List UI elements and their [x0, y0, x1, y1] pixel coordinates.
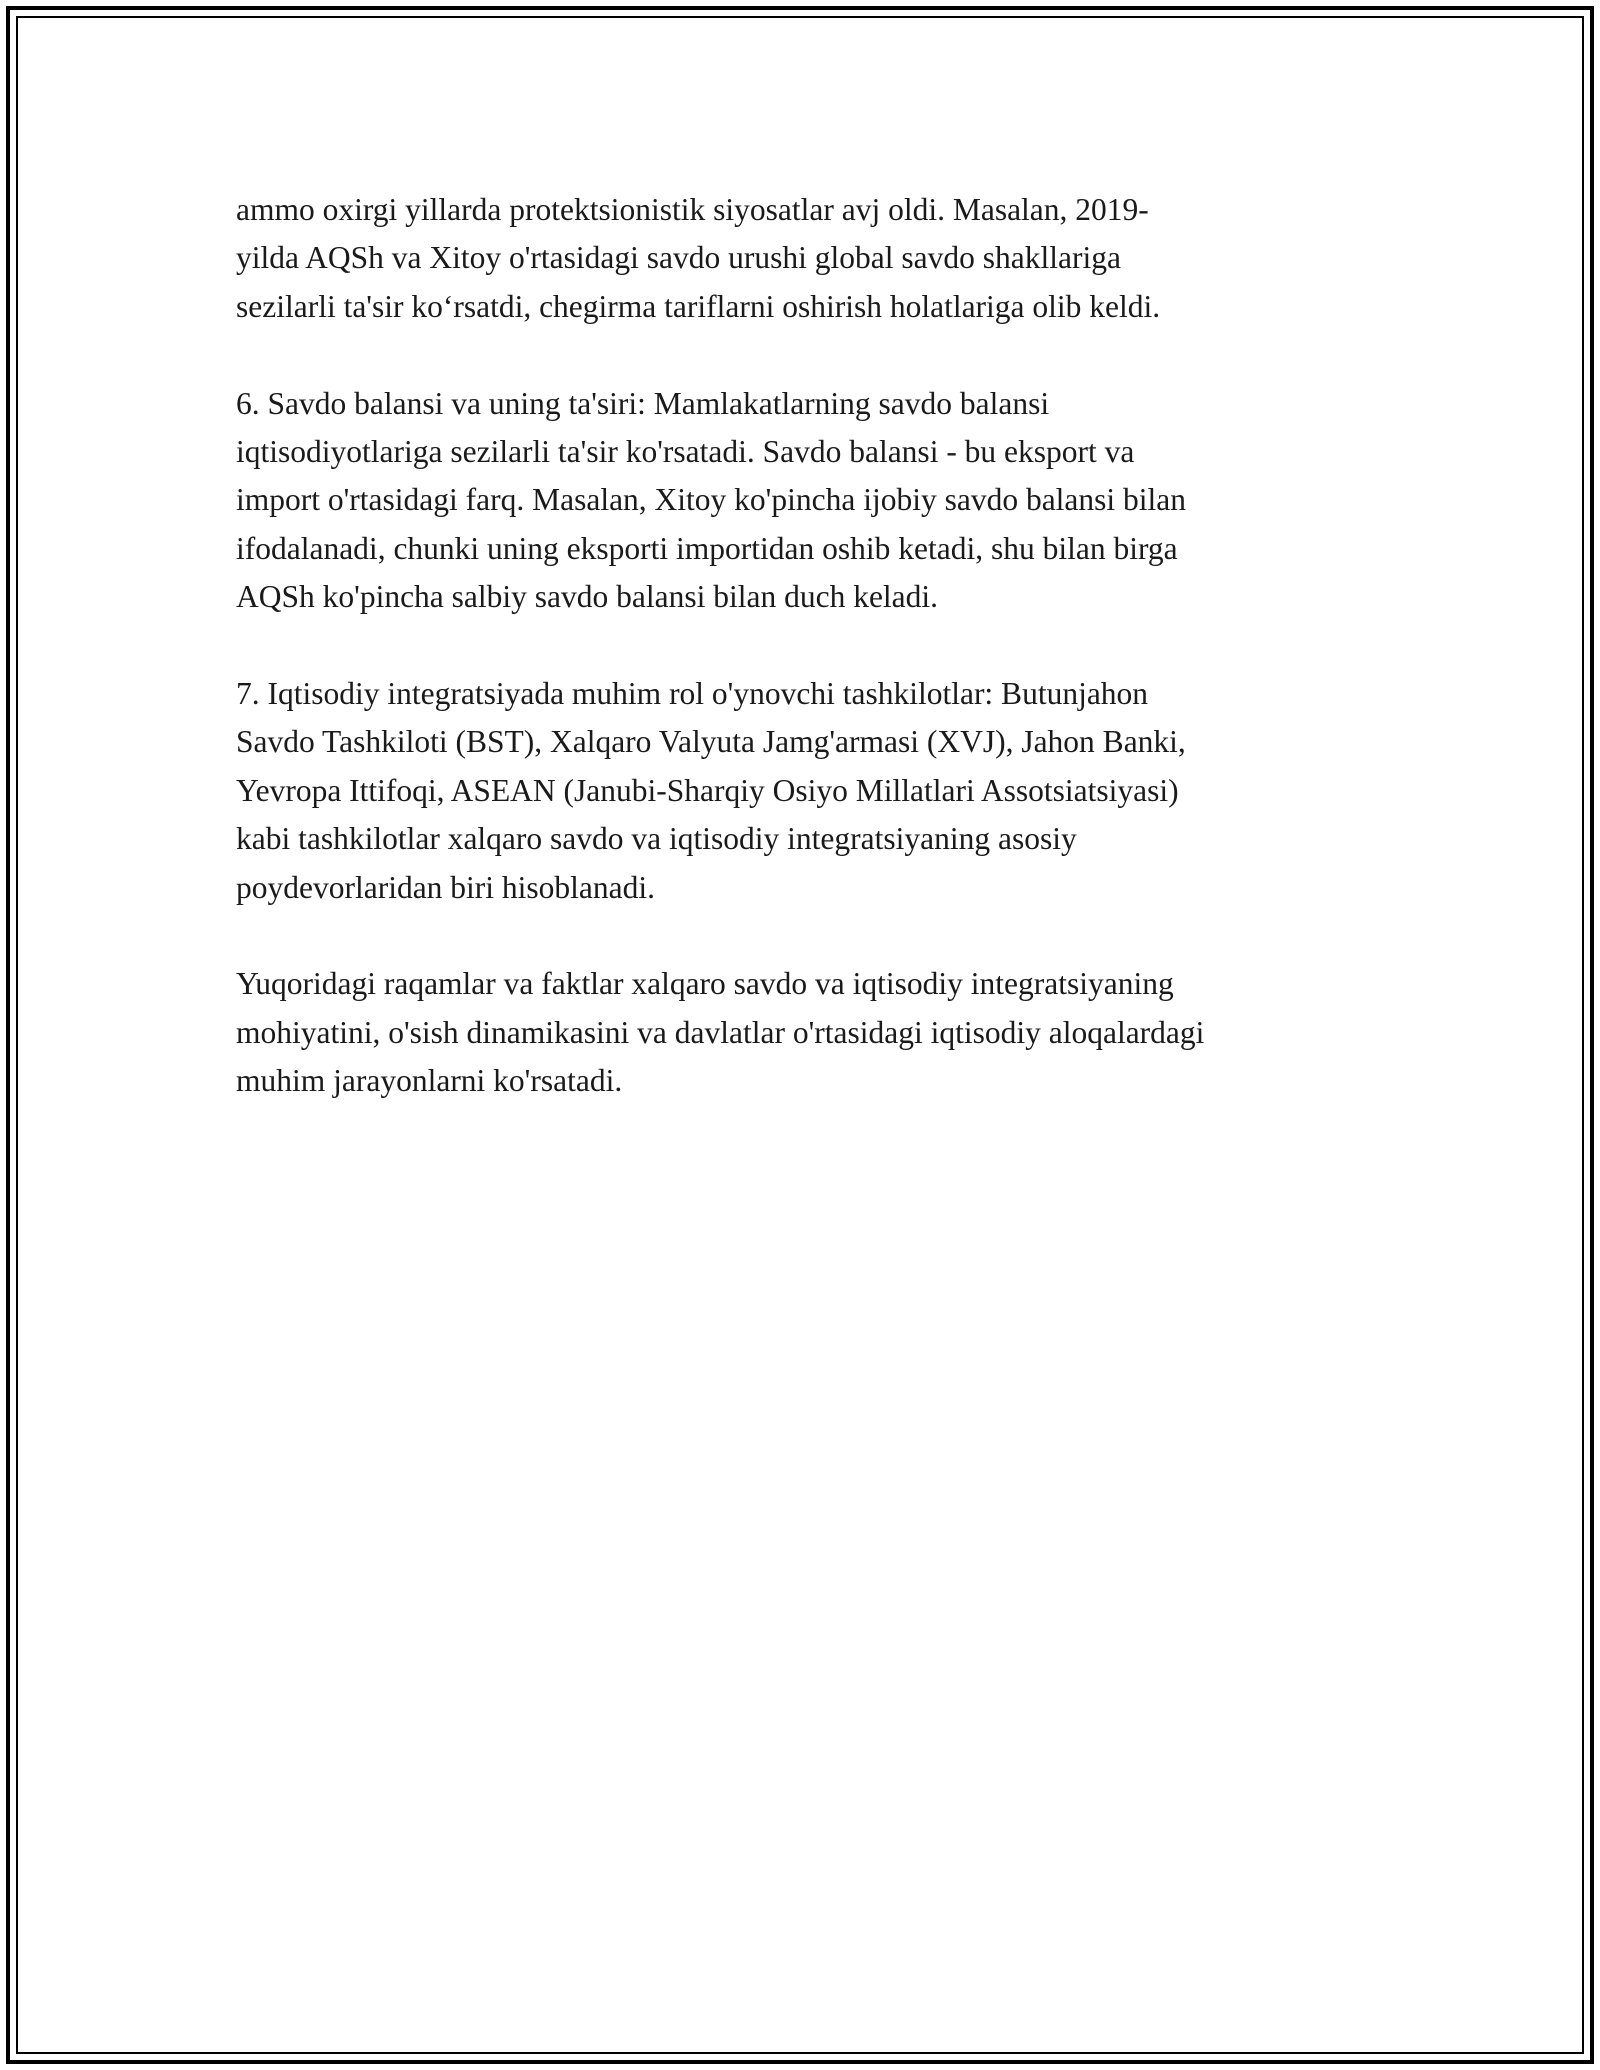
paragraph-trade-protectionism [236, 186, 1376, 331]
text-line: 7. Iqtisodiy integratsiyada muhim rol o'ynovchi tashkilotlar: Butunjahon [236, 676, 1149, 712]
text-line: muhim jarayonlarni ko'rsatadi. [236, 1063, 623, 1099]
text-line: poydevorlaridan biri hisoblanadi. [236, 869, 656, 905]
text-line: Yuqoridagi raqamlar va faktlar xalqaro savdo va iqtisodiy integratsiyaning [236, 966, 1174, 1002]
text-line: sezilarli ta'sir ko‘rsatdi, chegirma tariflarni oshirish holatlariga olib keldi. [236, 288, 1161, 324]
text-line: AQSh ko'pincha salbiy savdo balansi bilan duch keladi. [236, 579, 939, 615]
paragraph-trade-balance [236, 380, 1376, 622]
text-line: kabi tashkilotlar xalqaro savdo va iqtisodiy integratsiyaning asosiy [236, 821, 1077, 857]
paragraph-conclusion [236, 960, 1376, 1105]
text-line: Yevropa Ittifoqi, ASEAN (Janubi-Sharqiy Osiyo Millatlari Assotsiatsiyasi) [236, 772, 1179, 808]
text-line: ifodalanadi, chunki uning eksporti importidan oshib ketadi, shu bilan birga [236, 530, 1178, 566]
text-line: 6. Savdo balansi va uning ta'siri: Mamlakatlarning savdo balansi [236, 385, 1050, 421]
document-body [236, 186, 1376, 1154]
text-line: Savdo Tashkiloti (BST), Xalqaro Valyuta Jamg'armasi (XVJ), Jahon Banki, [236, 724, 1186, 760]
text-line: yilda AQSh va Xitoy o'rtasidagi savdo urushi global savdo shakllariga [236, 240, 1121, 276]
text-line: iqtisodiyotlariga sezilarli ta'sir ko'rsatadi. Savdo balansi - bu eksport va [236, 434, 1135, 470]
text-line: mohiyatini, o'sish dinamikasini va davlatlar o'rtasidagi iqtisodiy aloqalardagi [236, 1014, 1205, 1050]
text-line: import o'rtasidagi farq. Masalan, Xitoy ko'pincha ijobiy savdo balansi bilan [236, 482, 1187, 518]
text-line: ammo oxirgi yillarda protektsionistik siyosatlar avj oldi. Masalan, 2019- [236, 192, 1149, 227]
paragraph-integration-organizations [236, 670, 1376, 912]
